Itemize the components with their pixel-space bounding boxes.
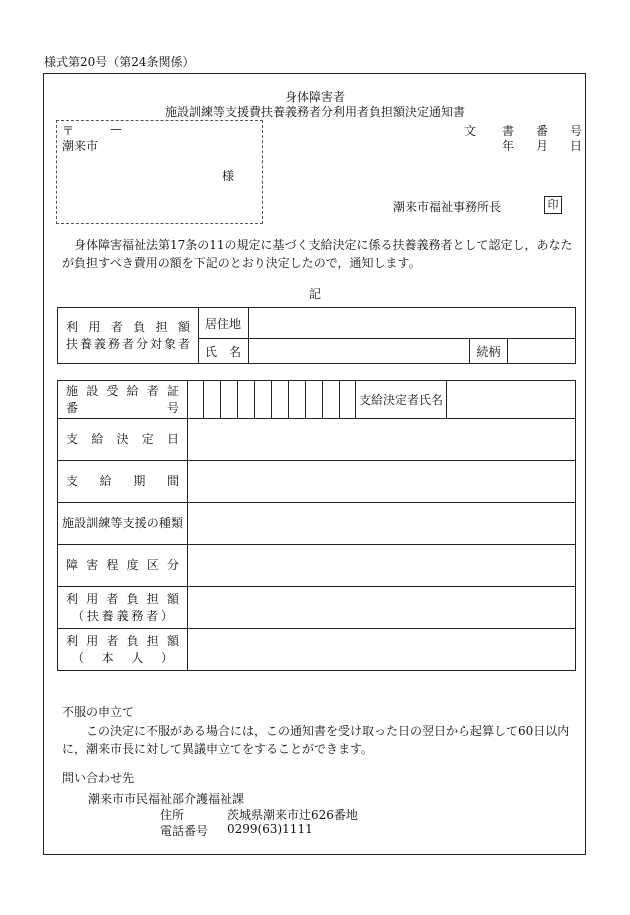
burden-self-line1: 利用者負担額 xyxy=(66,633,179,648)
residence-field[interactable] xyxy=(249,308,576,339)
memo-mark: 記 xyxy=(308,287,321,301)
residence-label: 居住地 xyxy=(199,308,249,339)
appeal-text: この決定に不服がある場合には，この通知書を受け取った日の翌日から起算して60日以内に，潮来市長に対して異議申立てをすることができます。 xyxy=(62,724,570,756)
form-number-label: 様式第20号（第24条関係） xyxy=(44,55,195,69)
body-paragraph xyxy=(62,236,577,272)
cert-digit[interactable] xyxy=(272,381,289,419)
relation-field[interactable] xyxy=(508,339,576,364)
burden-guardian-line2: （扶養義務者） xyxy=(72,608,173,623)
inquiry-address: 茨城県潮来市辻626番地 xyxy=(227,808,358,822)
cert-digit[interactable] xyxy=(340,381,356,419)
burden-self-line2: （本人） xyxy=(72,650,173,665)
disability-level-label: 障害程度区分 xyxy=(66,558,179,572)
name-label: 氏 名 xyxy=(199,339,249,364)
row-label-cell xyxy=(58,545,188,587)
postal-dash: — xyxy=(110,122,122,136)
cert-digit[interactable] xyxy=(323,381,340,419)
support-type-label: 施設訓練等支援の種類 xyxy=(62,516,183,530)
benefit-table xyxy=(57,380,576,671)
address-city: 潮来市 xyxy=(62,139,99,153)
recipient-name-label: 支給決定者氏名 xyxy=(356,381,447,419)
row-label-cell xyxy=(58,629,188,671)
benefit-period-label: 支給期間 xyxy=(66,474,179,488)
burden-guardian-line1: 利用者負担額 xyxy=(66,591,179,606)
target-label-cell xyxy=(58,308,199,364)
appeal-title: 不服の申立て xyxy=(62,705,135,719)
name-field[interactable] xyxy=(249,339,470,364)
cert-label-cell xyxy=(58,381,188,419)
decision-date-field[interactable] xyxy=(188,419,576,461)
inquiry-address-label: 住所 xyxy=(160,808,185,822)
body-text: 身体障害福祉法第17条の11の規定に基づく支給決定に係る扶養義務者として認定し，あなたが負担すべき費用の額を下記のとおり決定したので，通知します。 xyxy=(62,238,573,270)
support-type-field[interactable] xyxy=(188,503,576,545)
cert-digit[interactable] xyxy=(255,381,272,419)
cert-digit[interactable] xyxy=(221,381,238,419)
date-day: 日 xyxy=(570,139,583,153)
row-label-cell xyxy=(58,461,188,503)
cert-digit[interactable] xyxy=(204,381,221,419)
doc-number-char: 文 xyxy=(464,124,477,138)
cert-label-line2: 番号 xyxy=(66,400,179,415)
cert-digit[interactable] xyxy=(188,381,204,419)
doc-number-char: 書 xyxy=(502,124,515,138)
inquiry-office: 潮来市市民福祉部介護福祉課 xyxy=(88,792,245,806)
recipient-name-field[interactable] xyxy=(447,381,576,419)
appeal-paragraph xyxy=(62,722,577,758)
cert-digit[interactable] xyxy=(238,381,255,419)
inquiry-tel: 0299(63)1111 xyxy=(227,822,313,836)
honorific: 様 xyxy=(222,169,235,183)
benefit-period-field[interactable] xyxy=(188,461,576,503)
burden-self-field[interactable] xyxy=(188,629,576,671)
date-month: 月 xyxy=(536,139,549,153)
relation-label: 続柄 xyxy=(470,339,508,364)
decision-date-label: 支給決定日 xyxy=(66,432,179,446)
doc-number-char: 号 xyxy=(570,124,583,138)
inquiry-title: 問い合わせ先 xyxy=(62,771,135,785)
issuer: 潮来市福祉事務所長 xyxy=(393,200,502,214)
disability-level-field[interactable] xyxy=(188,545,576,587)
row-label-cell xyxy=(58,419,188,461)
document-title: 施設訓練等支援費扶養義務者分利用者負担額決定通知書 xyxy=(164,105,465,119)
seal-stamp: 印 xyxy=(544,196,562,214)
target-label-line2: 扶養義務者分対象者 xyxy=(66,336,190,351)
title-line1: 身体障害者 xyxy=(284,90,345,104)
target-table xyxy=(57,307,576,364)
postal-mark: 〒 xyxy=(62,124,75,138)
cert-label-line1: 施設受給者証 xyxy=(66,383,179,398)
target-label-line1: 利用者負担額 xyxy=(66,319,190,334)
row-label-cell xyxy=(58,503,188,545)
row-label-cell xyxy=(58,587,188,629)
cert-digit[interactable] xyxy=(306,381,323,419)
doc-number-char: 番 xyxy=(536,124,549,138)
burden-guardian-field[interactable] xyxy=(188,587,576,629)
cert-digit[interactable] xyxy=(289,381,306,419)
date-year: 年 xyxy=(502,139,515,153)
inquiry-tel-label: 電話番号 xyxy=(160,824,209,838)
